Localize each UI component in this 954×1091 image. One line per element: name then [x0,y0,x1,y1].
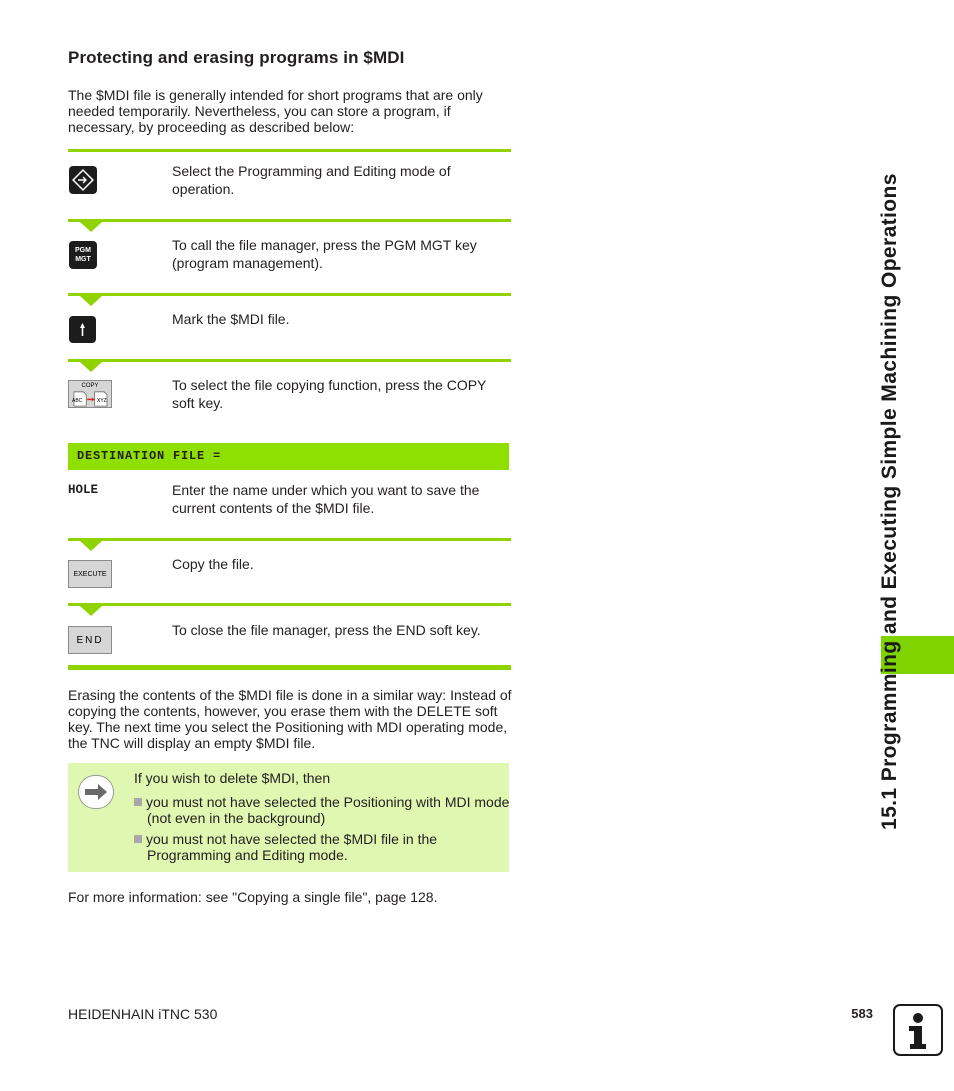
note-marker [78,775,114,809]
footer-product: HEIDENHAIN iTNC 530 [68,1006,218,1022]
step-divider [68,538,511,541]
step-text: To select the file copying function, press the COPY soft key. [172,377,487,411]
step-text: Copy the file. [172,556,254,572]
programming-mode-icon [69,166,97,194]
end-softkey[interactable] [68,626,112,654]
end-softkey-label: END [76,634,104,646]
intro-paragraph: The $MDI file is generally intended for short programs that are only needed temporarily. Nevertheless, you can store a program, if necessary, by proceeding as described below: [68,87,483,135]
flow-arrow [80,606,102,616]
dialog-prompt: DESTINATION FILE = [68,443,509,470]
step-text: Select the Programming and Editing mode of operation. [172,163,451,197]
flow-arrow [80,541,102,551]
page-number: 583 [851,1006,873,1021]
execute-softkey-label: EXECUTE [73,570,107,578]
arrow-right-icon [79,776,113,808]
pgm-mgt-key[interactable] [69,241,97,269]
flow-arrow [80,222,102,232]
step-text: Mark the $MDI file. [172,311,290,327]
note-bullet [134,794,517,826]
flow-arrow [80,362,102,372]
chapter-side-title: 15.1 Programming and Executing Simple Machining Operations [878,173,901,830]
execute-softkey[interactable] [68,560,112,588]
note-box [68,763,509,872]
step-text: To call the file manager, press the PGM MGT key (program management). [172,237,477,271]
step-divider [68,149,511,152]
erasing-paragraph: Erasing the contents of the $MDI file is done in a similar way: Instead of copying the contents, however, you erase them with the DELETE soft key. The next time you select the Positioning with MDI operating mode, the TNC will display an empty $MDI file. [68,687,512,751]
step-divider [68,293,511,296]
step-divider [68,359,511,362]
note-bullet-text: you must not have selected the $MDI file in the Programming and Editing mode. [146,831,438,863]
arrow-up-icon [69,316,96,343]
section-heading: Protecting and erasing programs in $MDI [68,48,405,67]
flow-arrow [80,296,102,306]
bullet-icon [134,798,142,806]
pgm-mgt-key-label: PGM [75,247,91,254]
programming-mode-key[interactable] [69,166,97,194]
copy-target-label: XYZ [97,398,107,404]
entry-value: HOLE [68,483,99,497]
note-bullet [134,831,517,863]
bullet-icon [134,835,142,843]
copy-source-label: ABC [72,398,83,404]
more-info-reference: For more information: see "Copying a single file", page 128. [68,889,438,905]
info-icon [893,1004,943,1056]
step-text: To close the file manager, press the END soft key. [172,622,481,638]
note-lead: If you wish to delete $MDI, then [134,770,331,786]
copy-softkey-label: COPY [81,383,99,389]
step-divider [68,603,511,606]
section-end-bar [68,665,511,670]
step-text: Enter the name under which you want to save the current contents of the $MDI file. [172,482,480,516]
step-divider [68,219,511,222]
copy-softkey[interactable] [68,380,112,408]
arrow-up-key[interactable] [69,316,96,343]
note-bullet-text: you must not have selected the Positioning with MDI mode (not even in the background) [146,794,510,826]
pgm-mgt-key-label: MGT [75,256,91,263]
